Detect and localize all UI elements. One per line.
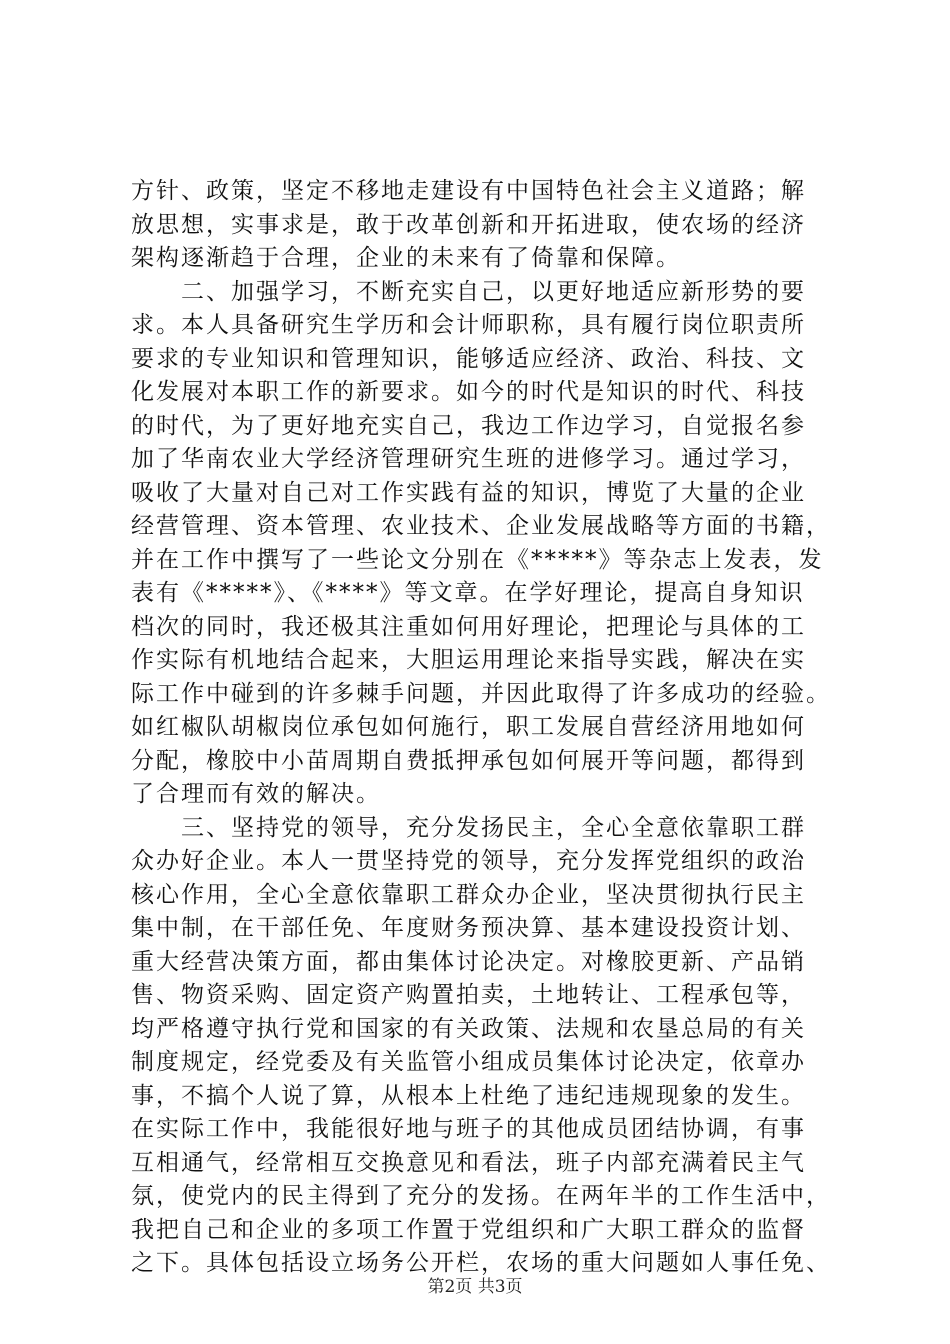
text-line: 架构逐渐趋于合理，企业的未来有了倚靠和保障。 [131, 245, 681, 271]
text-line: 均严格遵守执行党和国家的有关政策、法规和农垦总局的有关 [131, 1015, 806, 1042]
text-line: 集中制，在干部任免、年度财务预决算、基本建设投资计划、 [131, 915, 806, 941]
page-number-label: 第2页 共3页 [427, 1277, 523, 1297]
text-line: 的时代，为了更好地充实自己，我边工作边学习，自觉报名参 [131, 412, 806, 439]
text-line: 化发展对本职工作的新要求。如今的时代是知识的时代、科技 [131, 379, 806, 405]
document-body [131, 175, 861, 1281]
text-line: 事，不搞个人说了算，从根本上杜绝了违纪违规现象的发生。 [131, 1082, 806, 1109]
text-line: 并在工作中撰写了一些论文分别在《*****》等杂志上发表，发 [131, 546, 824, 573]
text-line: 经营管理、资本管理、农业技术、企业发展战略等方面的书籍， [131, 513, 831, 539]
text-line: 制度规定，经党委及有关监管小组成员集体讨论决定，依章办 [131, 1049, 806, 1075]
text-line: 表有《*****》、《****》等文章。在学好理论，提高自身知识 [131, 580, 805, 606]
text-line: 核心作用，全心全意依靠职工群众办企业，坚决贯彻执行民主 [131, 881, 806, 908]
text-line: 分配，橡胶中小苗周期自费抵押承包如何展开等问题，都得到 [131, 747, 806, 774]
text-line: 放思想，实事求是，敢于改革创新和开拓进取，使农场的经济 [131, 211, 806, 238]
text-line: 之下。具体包括设立场务公开栏，农场的重大问题如人事任免、 [131, 1250, 831, 1276]
text-line: 氛，使党内的民主得到了充分的发扬。在两年半的工作生活中， [131, 1183, 831, 1209]
text-line: 际工作中碰到的许多棘手问题，并因此取得了许多成功的经验。 [131, 680, 831, 707]
text-line: 如红椒队胡椒岗位承包如何施行，职工发展自营经济用地如何 [131, 714, 806, 740]
text-line: 档次的同时，我还极其注重如何用好理论，把理论与具体的工 [131, 613, 806, 640]
text-line: 方针、政策，坚定不移地走建设有中国特色社会主义道路；解 [131, 178, 806, 204]
text-line: 作实际有机地结合起来，大胆运用理论来指导实践，解决在实 [131, 647, 806, 673]
text-line: 三、坚持党的领导，充分发扬民主，全心全意依靠职工群 [131, 814, 806, 841]
text-line: 在实际工作中，我能很好地与班子的其他成员团结协调，有事 [131, 1116, 806, 1142]
page-footer [0, 1272, 950, 1297]
text-line: 互相通气，经常相互交换意见和看法，班子内部充满着民主气 [131, 1149, 806, 1176]
text-line: 众办好企业。本人一贯坚持党的领导，充分发挥党组织的政治 [131, 848, 806, 874]
text-line: 吸收了大量对自己对工作实践有益的知识，博览了大量的企业 [131, 479, 806, 506]
text-line: 加了华南农业大学经济管理研究生班的进修学习。通过学习， [131, 446, 806, 472]
text-line: 求。本人具备研究生学历和会计师职称，具有履行岗位职责所 [131, 312, 806, 338]
text-line: 二、加强学习，不断充实自己，以更好地适应新形势的要 [131, 278, 806, 305]
text-line: 售、物资采购、固定资产购置拍卖，土地转让、工程承包等， [131, 982, 806, 1008]
text-line: 我把自己和企业的多项工作置于党组织和广大职工群众的监督 [131, 1216, 806, 1243]
text-line: 要求的专业知识和管理知识，能够适应经济、政治、科技、文 [131, 345, 806, 372]
text-line: 重大经营决策方面，都由集体讨论决定。对橡胶更新、产品销 [131, 948, 806, 975]
text-line: 了合理而有效的解决。 [131, 781, 381, 807]
